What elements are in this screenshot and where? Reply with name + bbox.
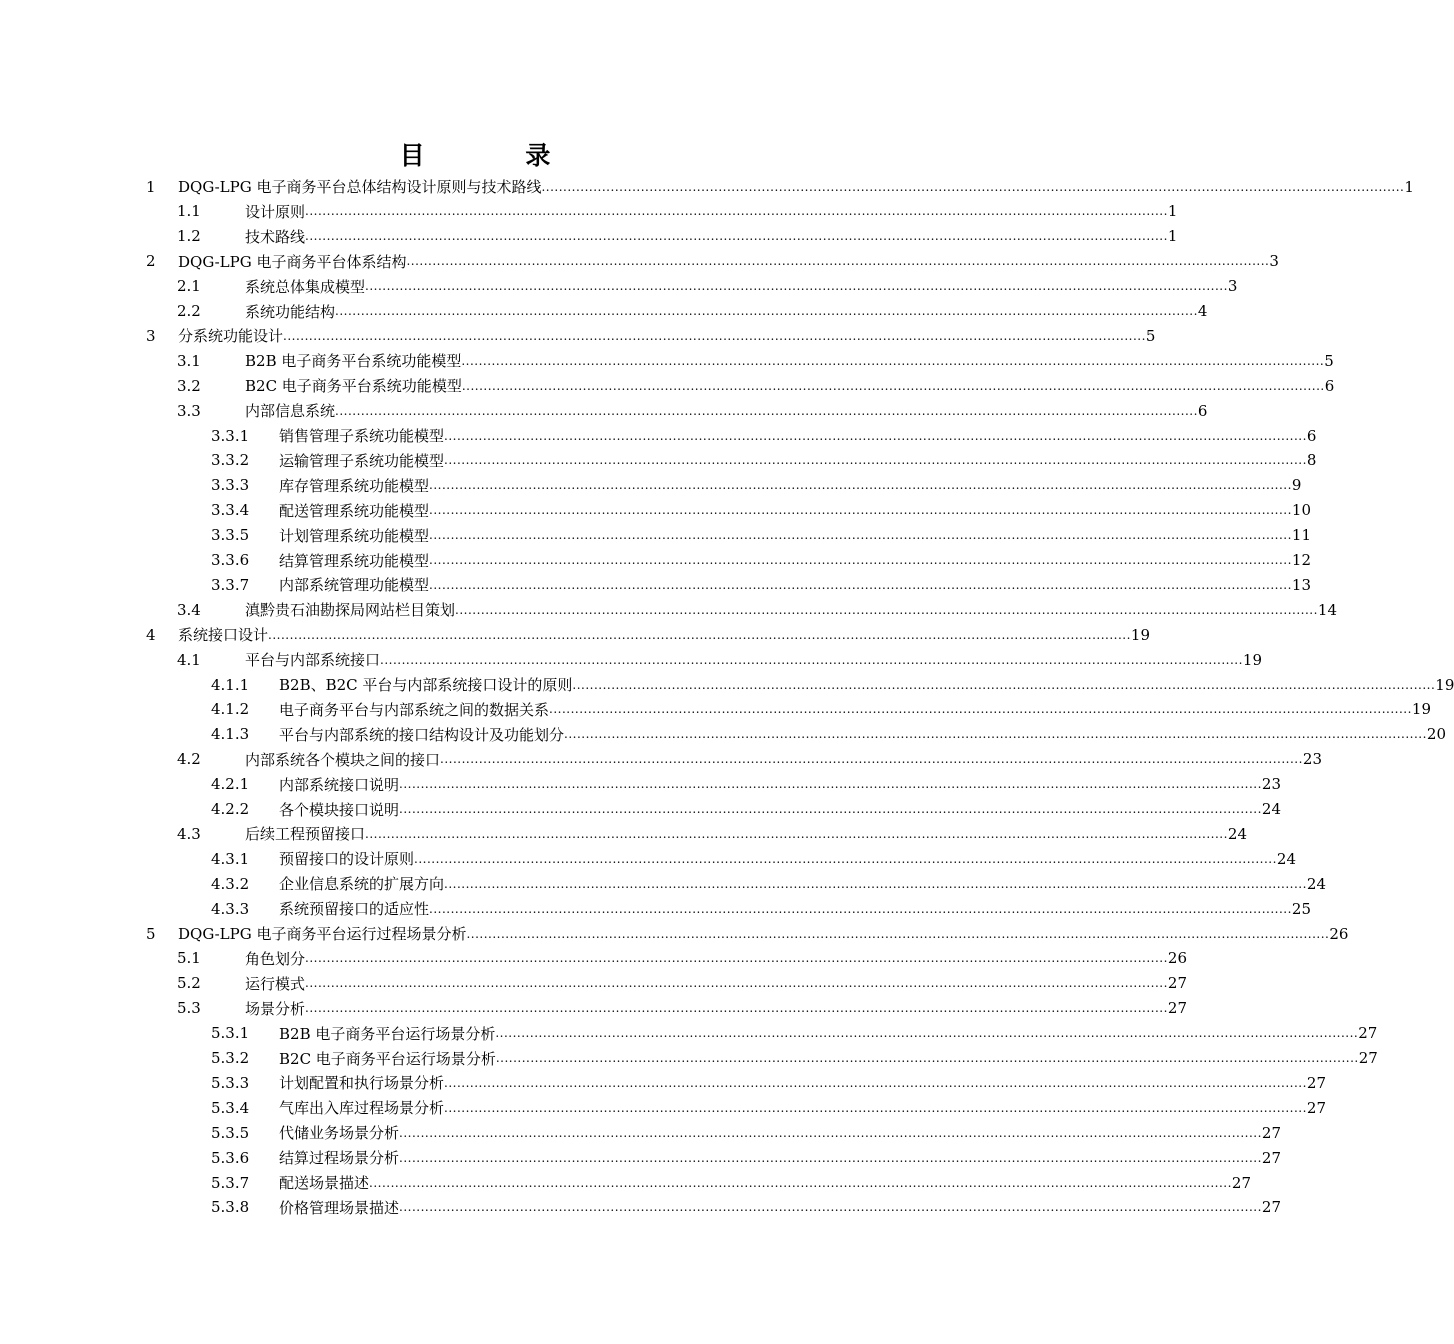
toc-entry-number: 5.3.5: [211, 1123, 250, 1142]
toc-entry-title: 系统功能结构: [245, 302, 336, 321]
toc-entry-number: 4.1.2: [211, 700, 250, 719]
toc-leader-dots: ........................................................................................................................................................................................................: [305, 204, 1168, 219]
toc-entry-title: 后续工程预留接口: [245, 825, 366, 844]
toc-leader-dots: ........................................................................................................................................................................................................: [414, 851, 1277, 866]
toc-entry-page: 23: [1261, 775, 1281, 794]
toc-entry-title: DQG-LPG 电子商务平台体系结构: [178, 252, 407, 271]
toc-entry-number: 5.1: [177, 949, 201, 968]
toc-entry-number: 1.2: [177, 227, 201, 246]
toc-entry[interactable]: [146, 622, 1150, 647]
toc-entry-title: 价格管理场景描述: [279, 1198, 400, 1217]
toc-entry-number: 4: [146, 625, 156, 644]
toc-entry-page: 13: [1291, 575, 1311, 594]
toc-entry-number: 5.3.4: [211, 1098, 250, 1117]
toc-entry-title: 运输管理子系统功能模型: [279, 451, 445, 470]
toc-leader-dots: ........................................................................................................................................................................................................: [365, 279, 1228, 294]
toc-entry[interactable]: [211, 846, 1296, 871]
toc-entry-page: 4: [1197, 302, 1208, 320]
toc-entry[interactable]: [211, 672, 1454, 697]
toc-leader-dots: ........................................................................................................................................................................................................: [495, 1026, 1359, 1041]
toc-leader-dots: ........................................................................................................................................................................................................: [305, 976, 1168, 991]
toc-leader-dots: ........................................................................................................................................................................................................: [335, 304, 1198, 318]
toc-entry[interactable]: [211, 896, 1311, 921]
toc-entry[interactable]: [211, 1021, 1378, 1046]
toc-entry[interactable]: [146, 249, 1279, 274]
toc-entry[interactable]: [211, 473, 1302, 498]
toc-leader-dots: ........................................................................................................................................................................................................: [429, 553, 1292, 567]
toc-leader-dots: ........................................................................................................................................................................................................: [444, 876, 1307, 891]
toc-leader-dots: ........................................................................................................................................................................................................: [429, 577, 1292, 592]
toc-leader-dots: ........................................................................................................................................................................................................: [399, 1150, 1262, 1165]
toc-entry-number: 2.2: [177, 302, 201, 320]
toc-entry-number: 3.4: [177, 600, 201, 619]
toc-leader-dots: ........................................................................................................................................................................................................: [268, 627, 1131, 642]
toc-entry-page: 6: [1306, 426, 1317, 445]
toc-entry-title: 气库出入库过程场景分析: [279, 1099, 445, 1118]
toc-leader-dots: ........................................................................................................................................................................................................: [541, 179, 1405, 194]
toc-entry-page: 27: [1306, 1073, 1326, 1092]
toc-entry-number: 2: [146, 252, 156, 271]
toc-entry-number: 3.3.4: [211, 501, 250, 520]
toc-entry[interactable]: [146, 323, 1156, 348]
toc-entry-number: 4.2.1: [211, 775, 250, 794]
toc-entry-page: 19: [1435, 675, 1454, 694]
toc-entry[interactable]: [211, 423, 1317, 448]
toc-entry-page: 27: [1261, 1148, 1281, 1167]
toc-entry[interactable]: [211, 1145, 1281, 1170]
toc-entry[interactable]: [211, 697, 1431, 722]
toc-entry-page: 24: [1276, 849, 1296, 868]
toc-entry[interactable]: [211, 523, 1311, 548]
toc-entry[interactable]: [211, 1070, 1326, 1095]
toc-entry-number: 5.3.3: [211, 1073, 250, 1092]
toc-entry-page: 11: [1291, 526, 1311, 545]
toc-entry-page: 27: [1167, 974, 1187, 993]
toc-leader-dots: ........................................................................................................................................................................................................: [429, 901, 1292, 916]
toc-entry-number: 5.3.6: [211, 1148, 250, 1167]
toc-entry-number: 1: [146, 177, 156, 196]
toc-entry-page: 6: [1197, 401, 1208, 420]
toc-entry-number: 3.3.7: [211, 575, 250, 594]
toc-entry-title: DQG-LPG 电子商务平台运行过程场景分析: [178, 925, 467, 943]
toc-entry-title: 系统接口设计: [178, 626, 269, 645]
toc-leader-dots: ........................................................................................................................................................................................................: [440, 752, 1303, 767]
toc-entry-page: 24: [1227, 824, 1247, 843]
toc-entry-number: 4.3.1: [211, 849, 250, 868]
toc-entry-title: 设计原则: [245, 202, 306, 221]
toc-entry[interactable]: [146, 174, 1414, 199]
toc-entry-page: 1: [1167, 202, 1178, 221]
toc-entry-title: B2C 电子商务平台系统功能模型: [245, 377, 462, 396]
toc-entry-number: 5.3.1: [211, 1024, 250, 1043]
toc-entry-page: 19: [1411, 700, 1431, 719]
toc-entry-number: 3.3.6: [211, 551, 250, 569]
toc-entry-title: 内部信息系统: [245, 402, 336, 421]
toc-entry[interactable]: [177, 971, 1187, 996]
toc-leader-dots: ........................................................................................................................................................................................................: [444, 453, 1307, 468]
toc-entry-title: 库存管理系统功能模型: [279, 476, 430, 495]
toc-entry-number: 3.3.2: [211, 451, 250, 470]
toc-entry[interactable]: [177, 299, 1208, 324]
toc-entry[interactable]: [211, 498, 1311, 523]
toc-entry-title: 结算管理系统功能模型: [279, 551, 430, 570]
toc-leader-dots: ........................................................................................................................................................................................................: [335, 403, 1198, 418]
toc-leader-dots: ........................................................................................................................................................................................................: [444, 428, 1307, 443]
toc-entry-page: 25: [1291, 899, 1311, 918]
toc-entry-page: 23: [1302, 750, 1322, 769]
toc-entry-title: 配送管理系统功能模型: [279, 501, 430, 520]
toc-entry-page: 9: [1291, 476, 1302, 495]
toc-entry-title: 预留接口的设计原则: [279, 850, 415, 869]
toc-entry-number: 3.2: [177, 376, 201, 395]
toc-entry-number: 3: [146, 326, 156, 345]
page-title: 目 录: [399, 141, 597, 170]
toc-entry-number: 2.1: [177, 277, 201, 296]
toc-leader-dots: ........................................................................................................................................................................................................: [365, 826, 1228, 841]
toc-entry-title: 销售管理子系统功能模型: [279, 427, 445, 445]
toc-leader-dots: ........................................................................................................................................................................................................: [564, 727, 1427, 742]
toc-leader-dots: ........................................................................................................................................................................................................: [549, 702, 1412, 717]
toc-entry-title: B2C 电子商务平台运行场景分析: [279, 1049, 496, 1068]
toc-entry-number: 4.2: [177, 750, 201, 769]
toc-entry-page: 6: [1324, 376, 1335, 395]
toc-entry-title: 技术路线: [245, 227, 306, 246]
toc-entry[interactable]: [211, 871, 1326, 896]
toc-entry-number: 4.1.3: [211, 725, 250, 744]
toc-leader-dots: ........................................................................................................................................................................................................: [399, 802, 1262, 816]
toc-entry-title: 内部系统接口说明: [279, 775, 400, 794]
toc-entry-page: 5: [1324, 351, 1334, 370]
toc-entry[interactable]: [177, 996, 1187, 1021]
toc-entry-number: 5.3: [177, 999, 201, 1018]
toc-entry[interactable]: [177, 946, 1187, 971]
toc-entry-title: 代储业务场景分析: [279, 1124, 400, 1143]
toc-leader-dots: ........................................................................................................................................................................................................: [461, 378, 1325, 393]
toc-leader-dots: ........................................................................................................................................................................................................: [399, 1125, 1262, 1140]
toc-entry-page: 27: [1261, 1198, 1281, 1217]
toc-entry-title: B2B 电子商务平台系统功能模型: [245, 352, 462, 371]
toc-entry-page: 27: [1306, 1098, 1326, 1117]
toc-entry-page: 26: [1167, 949, 1187, 968]
toc-entry[interactable]: [177, 398, 1208, 423]
toc-entry[interactable]: [211, 448, 1317, 473]
toc-entry[interactable]: [211, 1195, 1281, 1220]
toc-entry-title: B2B 电子商务平台运行场景分析: [279, 1024, 496, 1043]
toc-entry-title: 内部系统管理功能模型: [279, 576, 430, 595]
toc-entry-number: 4.1.1: [211, 675, 250, 694]
toc-entry-title: 运行模式: [245, 974, 306, 993]
toc-entry-number: 4.3.2: [211, 874, 250, 893]
toc-entry-number: 3.3: [177, 401, 201, 420]
toc-entry-title: 企业信息系统的扩展方向: [279, 875, 445, 894]
toc-entry[interactable]: [177, 274, 1238, 299]
toc-entry[interactable]: [211, 1120, 1281, 1145]
toc-entry[interactable]: [177, 821, 1247, 846]
toc-entry-title: 各个模块接口说明: [279, 800, 400, 819]
toc-entry[interactable]: [177, 747, 1322, 772]
toc-entry-page: 19: [1242, 650, 1262, 669]
toc-entry-page: 19: [1130, 625, 1150, 644]
toc-entry-title: 分系统功能设计: [178, 327, 284, 346]
toc-entry-page: 27: [1167, 999, 1187, 1018]
toc-leader-dots: ........................................................................................................................................................................................................: [406, 254, 1270, 269]
toc-entry-title: DQG-LPG 电子商务平台总体结构设计原则与技术路线: [178, 178, 542, 196]
toc-entry[interactable]: [211, 572, 1311, 597]
toc-leader-dots: ........................................................................................................................................................................................................: [455, 602, 1318, 617]
toc-entry[interactable]: [211, 1170, 1251, 1195]
toc-leader-dots: ........................................................................................................................................................................................................: [429, 528, 1292, 543]
toc-entry[interactable]: [211, 722, 1446, 747]
toc-entry-title: 配送场景描述: [279, 1174, 370, 1192]
toc-entry-number: 5: [146, 924, 156, 943]
toc-entry-page: 3: [1227, 277, 1238, 296]
toc-leader-dots: ........................................................................................................................................................................................................: [369, 1175, 1232, 1190]
toc-entry-number: 4.3.3: [211, 899, 250, 918]
toc-entry-title: 平台与内部系统的接口结构设计及功能划分: [279, 725, 565, 744]
toc-entry-page: 14: [1317, 600, 1337, 619]
toc-entry-page: 1: [1167, 227, 1178, 246]
toc-entry-page: 10: [1291, 501, 1311, 520]
toc-entry[interactable]: [211, 797, 1281, 822]
toc-entry-title: 计划配置和执行场景分析: [279, 1074, 445, 1093]
toc-leader-dots: ........................................................................................................................................................................................................: [305, 1001, 1168, 1016]
toc-entry[interactable]: [177, 348, 1334, 373]
toc-entry[interactable]: [211, 1095, 1326, 1120]
toc-entry-title: 计划管理系统功能模型: [279, 526, 430, 545]
toc-entry[interactable]: [211, 548, 1311, 573]
toc-entry-number: 3.3.3: [211, 476, 250, 495]
toc-entry-page: 3: [1269, 252, 1279, 271]
toc-leader-dots: ........................................................................................................................................................................................................: [305, 951, 1168, 966]
toc-entry-page: 20: [1426, 725, 1446, 744]
toc-entry-number: 3.1: [177, 351, 201, 370]
toc-leader-dots: ........................................................................................................................................................................................................: [305, 229, 1168, 244]
toc-leader-dots: ........................................................................................................................................................................................................: [429, 503, 1292, 518]
toc-entry[interactable]: [211, 772, 1281, 797]
toc-entry-title: 场景分析: [245, 999, 306, 1018]
toc-entry-number: 5.3.7: [211, 1173, 250, 1192]
toc-leader-dots: ........................................................................................................................................................................................................: [429, 478, 1292, 493]
toc-entry-title: 系统预留接口的适应性: [279, 900, 430, 919]
toc-leader-dots: ........................................................................................................................................................................................................: [572, 677, 1436, 692]
toc-entry-number: 4.3: [177, 824, 201, 843]
toc-entry-page: 27: [1231, 1173, 1251, 1192]
toc-entry-title: 角色划分: [245, 949, 306, 968]
toc-entry-page: 27: [1261, 1123, 1281, 1142]
toc-entry[interactable]: [177, 199, 1178, 224]
toc-entry-page: 27: [1358, 1024, 1378, 1043]
toc-leader-dots: ........................................................................................................................................................................................................: [495, 1051, 1359, 1065]
toc-entry[interactable]: [211, 1046, 1378, 1071]
toc-leader-dots: ........................................................................................................................................................................................................: [461, 353, 1325, 368]
toc-leader-dots: ........................................................................................................................................................................................................: [399, 777, 1262, 792]
toc-leader-dots: ........................................................................................................................................................................................................: [444, 1100, 1307, 1115]
toc-entry-number: 4.1: [177, 650, 201, 669]
toc-entry-title: 平台与内部系统接口: [245, 651, 381, 670]
toc-entry-number: 1.1: [177, 202, 201, 221]
toc-entry-page: 5: [1145, 326, 1156, 345]
toc-entry[interactable]: [177, 224, 1178, 249]
toc-leader-dots: ........................................................................................................................................................................................................: [380, 652, 1243, 667]
toc-entry-number: 4.2.2: [211, 800, 250, 818]
toc-entry[interactable]: [177, 647, 1262, 672]
toc-leader-dots: ........................................................................................................................................................................................................: [283, 328, 1146, 343]
toc-entry[interactable]: [177, 597, 1337, 622]
toc-entry-page: 12: [1291, 551, 1311, 569]
toc-entry-number: 5.3.8: [211, 1198, 250, 1217]
toc-entry[interactable]: [177, 373, 1335, 398]
toc-leader-dots: ........................................................................................................................................................................................................: [466, 926, 1330, 941]
toc-entry-title: 滇黔贵石油勘探局网站栏目策划: [245, 601, 456, 620]
toc-entry-page: 27: [1358, 1049, 1378, 1067]
toc-entry-number: 5.2: [177, 974, 201, 993]
toc-leader-dots: ........................................................................................................................................................................................................: [399, 1200, 1262, 1215]
toc-entry-number: 3.3.1: [211, 426, 250, 445]
toc-entry-title: 结算过程场景分析: [279, 1149, 400, 1168]
toc-entry-page: 24: [1261, 800, 1281, 818]
toc-entry-page: 1: [1404, 177, 1414, 196]
toc-entry-title: 电子商务平台与内部系统之间的数据关系: [279, 700, 550, 719]
toc-leader-dots: ........................................................................................................................................................................................................: [444, 1075, 1307, 1090]
toc-entry-page: 24: [1306, 874, 1326, 893]
toc-entry-title: 内部系统各个模块之间的接口: [245, 750, 441, 769]
toc-entry-title: 系统总体集成模型: [245, 277, 366, 296]
toc-entry[interactable]: [146, 921, 1349, 946]
toc-entry-page: 8: [1306, 451, 1317, 470]
toc-entry-number: 3.3.5: [211, 526, 250, 545]
toc-entry-page: 26: [1329, 924, 1349, 943]
toc-entry-title: B2B、B2C 平台与内部系统接口设计的原则: [279, 676, 573, 694]
toc-entry-number: 5.3.2: [211, 1049, 250, 1067]
